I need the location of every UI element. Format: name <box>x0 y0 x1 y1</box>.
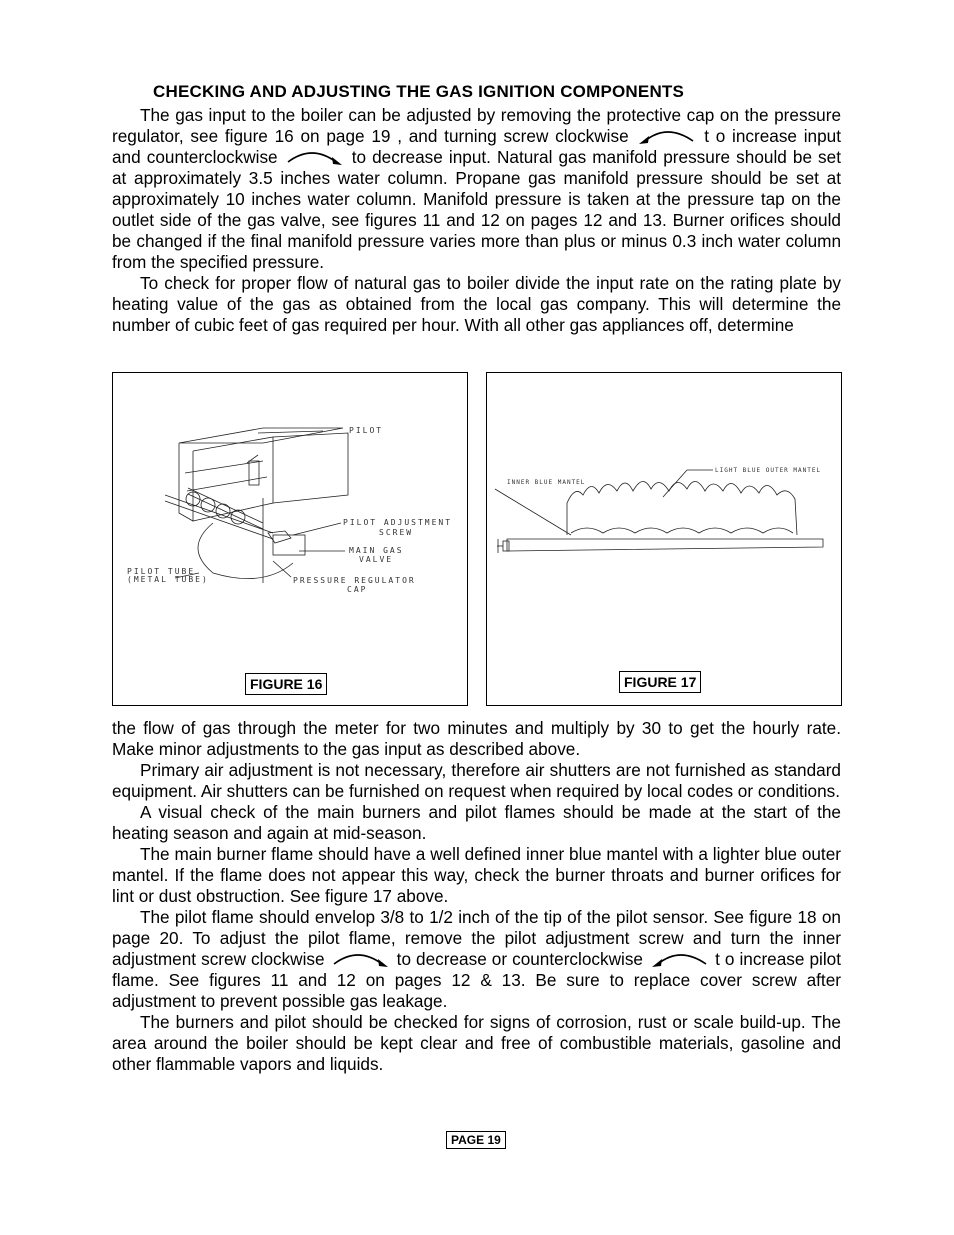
label-pilot-tube: PILOT TUBE <box>127 567 196 576</box>
counterclockwise-arrow-icon <box>648 950 710 968</box>
label-inner-blue-mantel: INNER BLUE MANTEL <box>507 479 586 486</box>
label-pilot-adjustment-screw: SCREW <box>379 528 414 537</box>
figure-17-caption: FIGURE 17 <box>619 671 701 693</box>
figure-16-frame <box>112 372 468 706</box>
figure-16-caption: FIGURE 16 <box>245 673 327 695</box>
label-regulator-cap: CAP <box>347 585 368 594</box>
label-light-blue-outer-mantel: LIGHT BLUE OUTER MANTEL <box>715 467 822 474</box>
paragraph-visual-check: A visual check of the main burners and pilot flames should be made at the start of the heating season and again at mid-season. <box>112 802 841 843</box>
label-pilot: PILOT <box>349 426 384 435</box>
label-pressure-regulator: PRESSURE REGULATOR <box>293 576 416 585</box>
page-number: PAGE 19 <box>446 1131 506 1149</box>
counterclockwise-arrow-icon <box>284 148 346 166</box>
figure-17-frame <box>486 372 842 706</box>
paragraph-flow-check: To check for proper flow of natural gas to boiler divide the input rate on the rating plate by heating value of the gas as obtained from the local gas company. This will determine the number of cubic feet of gas required per hour. With all other gas appliances off, determine <box>112 273 841 335</box>
bottom-text-block <box>112 718 841 1075</box>
burner-assembly-illustration <box>113 373 467 705</box>
burner-flame-illustration <box>487 373 841 705</box>
top-text-block <box>112 105 841 336</box>
section-heading: CHECKING AND ADJUSTING THE GAS IGNITION COMPONENTS <box>153 82 685 101</box>
paragraph-primary-air: Primary air adjustment is not necessary, therefore air shutters are not furnished as standard equipment. Air shutters can be furnished on request when required by local codes or conditions. <box>112 760 841 801</box>
paragraph-flow-continued: the flow of gas through the meter for two minutes and multiply by 30 to get the hourly rate. Make minor adjustments to the gas input as described above. <box>112 718 841 759</box>
paragraph-corrosion-check: The burners and pilot should be checked for signs of corrosion, rust or scale build-up. The area around the boiler should be kept clear and free of combustible materials, gasoline and other flammable vapors and liquids. <box>112 1012 841 1074</box>
clockwise-arrow-icon <box>330 950 392 968</box>
label-pilot-adjustment: PILOT ADJUSTMENT <box>343 518 453 527</box>
paragraph-pilot-flame: The pilot flame should envelop 3/8 to 1/2 inch of the tip of the pilot sensor. See figure 18 on page 20. To adjust the pilot flame, remove the pilot adjustment screw and turn the inner adjustment screw clockwise to decrease or counterclockwise t o increase pilot flame. See figures 11 and 12 on pages 12 & 13. Be sure to replace cover screw after adjustment to prevent possible gas leakage. <box>112 907 842 1011</box>
clockwise-arrow-icon <box>635 127 697 145</box>
label-metal-tube: (METAL TUBE) <box>127 575 209 584</box>
label-main-gas: MAIN GAS <box>349 546 404 555</box>
paragraph-gas-input: The gas input to the boiler can be adjusted by removing the protective cap on the pressure regulator, see figure 16 on page 19 , and turning screw clockwise t o increase input and counterclockwise to decrease input. Natural gas manifold pressure should be set at approximately 3.5 inches water column. Propane gas manifold pressure should be set at approximately 10 inches water column. Manifold pressure is taken at the pressure tap on the outlet side of the gas valve, see figures 11 and 12 on pages 12 and 13. Burner orifices should be changed if the final manifold pressure varies more than plus or minus 0.3 inch water column from the specified pressure. <box>112 105 842 272</box>
label-main-gas-valve: VALVE <box>359 555 394 564</box>
paragraph-burner-flame: The main burner flame should have a well defined inner blue mantel with a lighter blue outer mantel. If the flame does not appear this way, check the burner throats and burner orifices for lint or dust obstruction. See figure 17 above. <box>112 844 841 906</box>
